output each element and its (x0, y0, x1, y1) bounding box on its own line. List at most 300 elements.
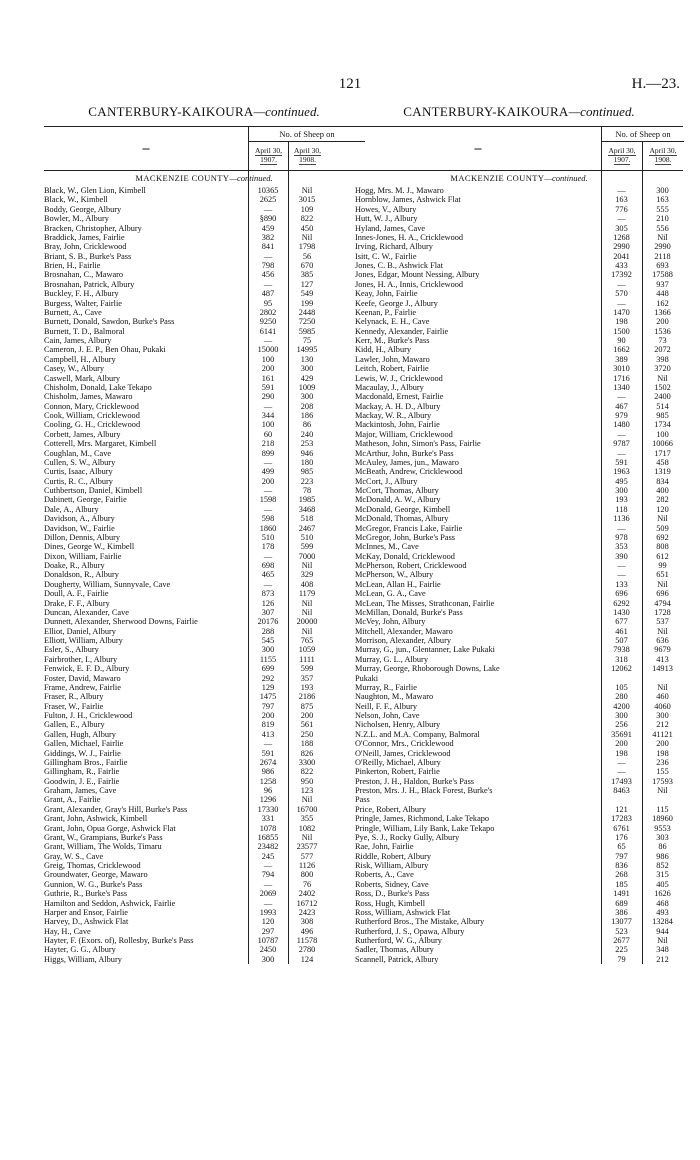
sheep-1908: 300 (300, 364, 314, 374)
left-table-row (44, 664, 364, 673)
left-table-row (44, 842, 364, 851)
right-table-row (355, 458, 683, 467)
right-table-row (355, 402, 683, 411)
holder-name: Murray, George, Rhoborough Downs, Lake (355, 664, 500, 674)
sheep-1907: 1993 (259, 907, 277, 917)
right-table-row (355, 449, 683, 458)
left-table-row (44, 420, 364, 429)
sheep-1907: 300 (615, 711, 628, 720)
sheep-1908: 875 (300, 701, 314, 711)
sheep-1907: 797 (615, 851, 628, 861)
right-table-row (355, 280, 683, 289)
holder-name: Corbett, James, Albury (44, 429, 121, 439)
holder-name: Coughlan, M., Cave (44, 448, 112, 458)
holder-name: Doake, R., Albury (44, 561, 105, 570)
sheep-1908: 765 (300, 636, 314, 645)
holder-name: O'Reilly, Michael, Albury (355, 757, 441, 767)
right-table-row (355, 317, 683, 326)
sheep-1908: 405 (656, 879, 669, 889)
sheep-1908: 822 (300, 214, 314, 224)
holder-name: Murray, R., Fairlie (355, 682, 417, 692)
sheep-1908: 11578 (296, 936, 318, 945)
sheep-1908: 329 (300, 570, 314, 580)
holder-name: Kerr, M., Burke's Pass (355, 336, 430, 345)
right-table-row (355, 833, 683, 842)
sheep-1907: 1963 (613, 467, 630, 477)
sheep-1908: 17588 (652, 270, 673, 280)
right-table-row (355, 608, 683, 617)
sheep-1908: 315 (656, 870, 669, 880)
sheep-1907: 699 (261, 664, 275, 674)
holder-name: McLean, The Misses, Strathconan, Fairlie (355, 598, 495, 608)
sheep-1907: 465 (261, 570, 275, 580)
left-table-row (44, 449, 364, 458)
holder-name: Cain, James, Albury (44, 336, 112, 345)
sheep-1907: 300 (615, 486, 628, 495)
sheep-1908: 56 (302, 251, 312, 261)
sheep-1907: 2677 (613, 936, 630, 945)
right-table-row (355, 186, 683, 195)
sheep-1908: 651 (656, 570, 669, 580)
sheep-1907: 307 (261, 607, 275, 617)
right-section-text: MACKENZIE COUNTY (450, 173, 545, 183)
sheep-1908: 1082 (298, 823, 316, 833)
sheep-1908: 985 (656, 411, 669, 420)
sheep-1907: — (617, 298, 626, 308)
right-table-row (355, 542, 683, 551)
sheep-1907: 6141 (259, 326, 277, 336)
sheep-1907: 382 (261, 232, 275, 242)
left-table-row (44, 739, 364, 748)
left-table-row (44, 383, 364, 392)
sheep-1907: 591 (261, 748, 275, 758)
sheep-1908: 16712 (296, 898, 318, 908)
holder-name: Roberts, A., Cave (355, 870, 414, 880)
sheep-1907: 245 (261, 851, 275, 861)
sheep-1908: 537 (656, 617, 669, 627)
sheep-1908: 577 (300, 851, 314, 861)
sheep-1907: 100 (261, 420, 275, 430)
sheep-1907: 200 (261, 476, 275, 486)
holder-name: Hornblow, James, Ashwick Flat (355, 195, 461, 205)
holder-name: Pukaki (355, 673, 379, 683)
sheep-1907: 467 (615, 401, 628, 411)
left-table-row (44, 599, 364, 608)
left-table-row (44, 636, 364, 645)
left-table-row (44, 627, 364, 636)
sheep-1907: 523 (615, 926, 628, 936)
sheep-1908: 188 (300, 739, 314, 749)
holder-name: Murray, G., jun., Glentanner, Lake Pukaki (355, 645, 495, 655)
right-table-row (355, 327, 683, 336)
sheep-1908: 13284 (652, 917, 673, 927)
left-table-row (44, 214, 364, 223)
holder-name: Burgess, Walter, Fairlie (44, 298, 122, 308)
holder-name: Casey, W., Albury (44, 364, 105, 374)
right-header-1908 (642, 142, 683, 170)
left-section-text: MACKENZIE COUNTY (135, 173, 230, 183)
left-table-row (44, 524, 364, 533)
sheep-1908: 109 (300, 204, 314, 214)
sheep-1907: 6761 (613, 823, 630, 833)
sheep-1908: Nil (301, 832, 313, 842)
holder-name: Hutt, W. J., Albury (355, 214, 418, 224)
sheep-1908: Nil (657, 579, 668, 589)
holder-name: Keenan, P., Fairlie (355, 307, 417, 317)
right-table-header (355, 126, 683, 171)
sheep-1908: 450 (300, 223, 314, 233)
holder-name: Matheson, John, Simon's Pass, Fairlie (355, 439, 481, 449)
holder-name: McInnes, M., Cave (355, 542, 419, 552)
sheep-1908: 23577 (296, 842, 318, 852)
sheep-1908: 549 (300, 289, 314, 299)
left-table-row (44, 814, 364, 823)
holder-name: Buckley, F. H., Albury (44, 289, 119, 299)
right-table-row (355, 439, 683, 448)
sheep-1908: 3720 (654, 364, 671, 374)
sheep-1907: 17493 (611, 776, 632, 786)
holder-name: Connon, Mary, Cricklewood (44, 401, 139, 411)
holder-name: Burnett, A., Cave (44, 307, 102, 317)
right-table-row (355, 486, 683, 495)
sheep-1907: 1296 (259, 795, 277, 805)
holder-name: Elliot, Daniel, Albury (44, 626, 116, 636)
left-table-row (44, 345, 364, 354)
sheep-1908: 10066 (652, 439, 673, 449)
sheep-1907: 591 (261, 382, 275, 392)
sheep-1908: 458 (656, 457, 669, 467)
right-table-row (355, 899, 683, 908)
sheep-1907: 126 (261, 598, 275, 608)
sheep-1907: 798 (261, 261, 275, 270)
holder-name: Burnett, Donald, Sawdon, Burke's Pass (44, 317, 175, 327)
sheep-1908: 2423 (298, 907, 316, 917)
sheep-1907: 841 (261, 242, 275, 252)
holder-name: Gunnion, W. G., Burke's Pass (44, 879, 143, 889)
right-table-row (355, 495, 683, 504)
sheep-1908: 3015 (298, 195, 316, 205)
holder-name: Donaldson, R., Albury (44, 570, 119, 580)
holder-name: Grant, W., Grampians, Burke's Pass (44, 832, 163, 842)
sheep-1908: 670 (300, 261, 314, 270)
holder-name: Howes, V., Albury (355, 204, 417, 214)
sheep-1908: 130 (300, 354, 314, 364)
sheep-1908: 86 (658, 842, 667, 852)
sheep-1908: Nil (657, 936, 668, 945)
holder-name: Campbell, H., Albury (44, 354, 116, 364)
sheep-1908: 3468 (298, 504, 316, 514)
sheep-1907: 8463 (613, 786, 630, 795)
left-table-row (44, 289, 364, 298)
sheep-1907: 288 (261, 626, 275, 636)
left-header-1908-line2: 1908. (299, 155, 316, 164)
left-table-row (44, 720, 364, 729)
sheep-1908: 99 (658, 561, 667, 570)
sheep-1907: 300 (261, 954, 275, 964)
sheep-1908: 448 (656, 289, 669, 299)
left-table-row (44, 439, 364, 448)
holder-name: Doull, A. F., Fairlie (44, 589, 109, 599)
left-section-heading (44, 171, 364, 186)
sheep-1907: 433 (615, 261, 628, 270)
holder-name: Higgs, William, Albury (44, 954, 122, 964)
sheep-1907: 696 (615, 589, 628, 599)
holder-name: McArthur, John, Burke's Pass (355, 448, 454, 458)
holder-name: Grant, William, The Wolds, Timaru (44, 842, 162, 852)
left-header-1907 (248, 142, 288, 170)
sheep-1908: 1111 (299, 654, 315, 664)
right-table-row (355, 945, 683, 954)
holder-name: McPherson, Robert, Cricklewood (355, 561, 467, 570)
left-column (44, 103, 364, 964)
holder-name: Rae, John, Fairlie (355, 842, 414, 852)
sheep-1907: 200 (261, 364, 275, 374)
sheep-1907: 1470 (613, 307, 630, 317)
sheep-1907: 1155 (259, 654, 277, 664)
sheep-1907: 300 (261, 645, 275, 655)
holder-name: Brien, H., Fairlie (44, 261, 101, 270)
left-table-row (44, 908, 364, 917)
sheep-1907: 794 (261, 870, 275, 880)
right-table-row (355, 908, 683, 917)
sheep-1908: 4794 (654, 598, 671, 608)
sheep-1907: 16855 (257, 832, 279, 842)
holder-name: McLean, G. A., Cave (355, 589, 426, 599)
sheep-1907: 12062 (611, 664, 632, 674)
sheep-1907: 185 (615, 879, 628, 889)
holder-name: Price, Robert, Albury (355, 804, 426, 814)
sheep-1907: 218 (261, 439, 275, 449)
sheep-1908: 2780 (298, 945, 316, 955)
column-rule (601, 171, 602, 964)
sheep-1907: 986 (261, 767, 275, 777)
sheep-1908: 1734 (654, 420, 671, 430)
holder-name: Pringle, William, Lily Bank, Lake Tekapo (355, 823, 495, 833)
column-rule (642, 171, 643, 964)
holder-name: Boddy, George, Albury (44, 204, 122, 214)
holder-name: Duncan, Alexander, Cave (44, 607, 129, 617)
left-table-row (44, 683, 364, 692)
holder-name: McCort, Thomas, Albury (355, 486, 439, 495)
right-table-row (355, 383, 683, 392)
right-table-row (355, 392, 683, 401)
holder-name: Chisholm, Donald, Lake Tekapo (44, 382, 152, 392)
right-table-row (355, 880, 683, 889)
sheep-1907: — (263, 551, 273, 561)
sheep-1908: 208 (300, 401, 314, 411)
holder-name: Greig, Thomas, Cricklewood (44, 861, 141, 870)
sheep-1908: 120 (656, 504, 669, 514)
right-table-row (355, 467, 683, 476)
sheep-1907: 7938 (613, 645, 630, 655)
left-table-row (44, 514, 364, 523)
sheep-1907: 507 (615, 636, 628, 645)
right-table-row (355, 824, 683, 833)
holder-name: Dines, George W., Kimbell (44, 542, 135, 552)
sheep-1908: 180 (300, 457, 314, 467)
sheep-1908: 86 (302, 420, 312, 430)
right-table-row (355, 224, 683, 233)
holder-name: McMillan, Donald, Burke's Pass (355, 607, 463, 617)
sheep-1908: 253 (300, 439, 314, 449)
sheep-1907: — (263, 336, 273, 345)
sheep-1908: 7250 (298, 317, 316, 327)
sheep-1907: 331 (261, 814, 275, 824)
holder-name: Macaulay, J., Albury (355, 382, 424, 392)
sheep-1908: 17593 (652, 776, 673, 786)
left-table-row (44, 833, 364, 842)
left-table-row (44, 955, 364, 964)
sheep-1907: — (617, 186, 626, 195)
right-table-row (355, 270, 683, 279)
holder-name: Fenwick, E. F. D., Albury (44, 664, 130, 674)
sheep-1907: 2069 (259, 889, 277, 899)
sheep-1907: 280 (615, 692, 628, 702)
left-table-row (44, 327, 364, 336)
sheep-1907: 510 (261, 532, 275, 542)
sheep-1907: — (617, 523, 626, 533)
holder-name: Gillingham, R., Fairlie (44, 767, 120, 777)
sheep-1907: — (263, 879, 273, 889)
left-column-title (44, 103, 364, 121)
holder-name: Mackay, W. R., Albury (355, 411, 432, 420)
sheep-1908: 400 (656, 486, 669, 495)
sheep-1908: 212 (656, 954, 669, 964)
holder-name: Esler, S., Albury (44, 645, 99, 655)
left-table-row (44, 589, 364, 598)
holder-name: Grant, John, Opua Gorge, Ashwick Flat (44, 823, 176, 833)
left-table-row (44, 336, 364, 345)
right-table-row (355, 636, 683, 645)
sheep-1907: 797 (261, 701, 275, 711)
right-table-row (355, 345, 683, 354)
sheep-1908: 1319 (654, 467, 671, 477)
sheep-1908: 2400 (654, 392, 671, 402)
right-table-row (355, 739, 683, 748)
right-header-dash: – (474, 141, 482, 156)
sheep-1907: — (617, 392, 626, 402)
sheep-1908: 200 (656, 739, 669, 749)
sheep-1907: 344 (261, 411, 275, 420)
sheep-1907: 17392 (611, 270, 632, 280)
sheep-1907: 2990 (613, 242, 630, 252)
holder-name: Macdonald, Ernest, Fairlie (355, 392, 444, 402)
sheep-1907: — (263, 739, 273, 749)
sheep-1907: — (617, 279, 626, 289)
sheep-1908: 1728 (654, 607, 671, 617)
sheep-1908: 1009 (298, 382, 316, 392)
sheep-1907: 198 (615, 748, 628, 758)
sheep-1907: 487 (261, 289, 275, 299)
sheep-1908: 3300 (298, 757, 316, 767)
sheep-1908: 115 (656, 804, 669, 814)
sheep-1908: 692 (656, 532, 669, 542)
sheep-1907: 2041 (613, 251, 630, 261)
sheep-1908: 555 (656, 204, 669, 214)
holder-name: Cameron, J. E. P., Ben Ohau, Pukaki (44, 345, 166, 355)
left-table-row (44, 552, 364, 561)
sheep-1908: 518 (300, 514, 314, 524)
right-header-1908-line2: 1908. (654, 155, 672, 164)
left-table-row (44, 824, 364, 833)
holder-name: Davidson, A., Albury (44, 514, 115, 524)
sheep-1908: 561 (300, 720, 314, 730)
right-table-row (355, 627, 683, 636)
sheep-1907: 495 (615, 476, 628, 486)
holder-name: Irving, Richard, Albury (355, 242, 433, 252)
holder-name: Davidson, W., Fairlie (44, 523, 115, 533)
left-table-row (44, 927, 364, 936)
left-table-row (44, 758, 364, 767)
sheep-1908: 2186 (298, 692, 316, 702)
holder-name: Dabinett, George, Fairlie (44, 495, 127, 505)
sheep-1908: 496 (300, 926, 314, 936)
sheep-1907: 15000 (257, 345, 279, 355)
left-table-row (44, 224, 364, 233)
sheep-1908: Nil (657, 786, 668, 795)
sheep-1908: 100 (656, 429, 669, 439)
holder-name: Innes-Jones, H. A., Cricklewood (355, 232, 464, 242)
right-column-title (355, 103, 683, 121)
sheep-1907: — (263, 251, 273, 261)
sheep-1908: 1366 (654, 307, 671, 317)
right-title-text: CANTERBURY-KAIKOURA (403, 104, 569, 119)
holder-name: Giddings, W. J., Fairlie (44, 748, 121, 758)
left-table-row (44, 617, 364, 626)
right-table-row (355, 674, 683, 683)
sheep-1908: 599 (300, 664, 314, 674)
left-table-row (44, 205, 364, 214)
holder-name: Dunnett, Alexander, Sherwood Downs, Fairlie (44, 617, 198, 627)
right-table-row (355, 702, 683, 711)
right-table-row (355, 795, 683, 804)
sheep-1908: 693 (656, 261, 669, 270)
left-table-row (44, 299, 364, 308)
sheep-1907: 292 (261, 673, 275, 683)
right-table-row (355, 683, 683, 692)
left-table-row (44, 786, 364, 795)
right-table-row (355, 336, 683, 345)
sheep-1907: 1860 (259, 523, 277, 533)
sheep-1908: 73 (658, 336, 667, 345)
left-table-row (44, 411, 364, 420)
sheep-1908: 127 (300, 279, 314, 289)
sheep-1908: 75 (302, 336, 312, 345)
holder-name: Cooling, G. H., Cricklewood (44, 420, 141, 430)
sheep-1908: 636 (656, 636, 669, 645)
sheep-1907: 225 (615, 945, 628, 955)
holder-name: Frame, Andrew, Fairlie (44, 682, 121, 692)
sheep-1907: 1258 (259, 776, 277, 786)
holder-name: Goodwin, J. E., Fairlie (44, 776, 120, 786)
left-table-row (44, 880, 364, 889)
sheep-1908: Nil (301, 561, 313, 570)
sheep-1907: 598 (261, 514, 275, 524)
sheep-1907: 1268 (613, 232, 630, 242)
sheep-1908: 300 (656, 186, 669, 195)
sheep-1908: 14995 (296, 345, 318, 355)
right-table-row (355, 242, 683, 251)
sheep-1907: 9250 (259, 317, 277, 327)
sheep-1908: 1798 (298, 242, 316, 252)
sheep-1908: 198 (656, 748, 669, 758)
left-table-row (44, 852, 364, 861)
sheep-1908: 510 (300, 532, 314, 542)
holder-name: Caswell, Mark, Albury (44, 373, 121, 383)
holder-name: McBeath, Andrew, Cricklewood (355, 467, 463, 477)
left-table-row (44, 945, 364, 954)
sheep-1907: 2625 (259, 195, 277, 205)
